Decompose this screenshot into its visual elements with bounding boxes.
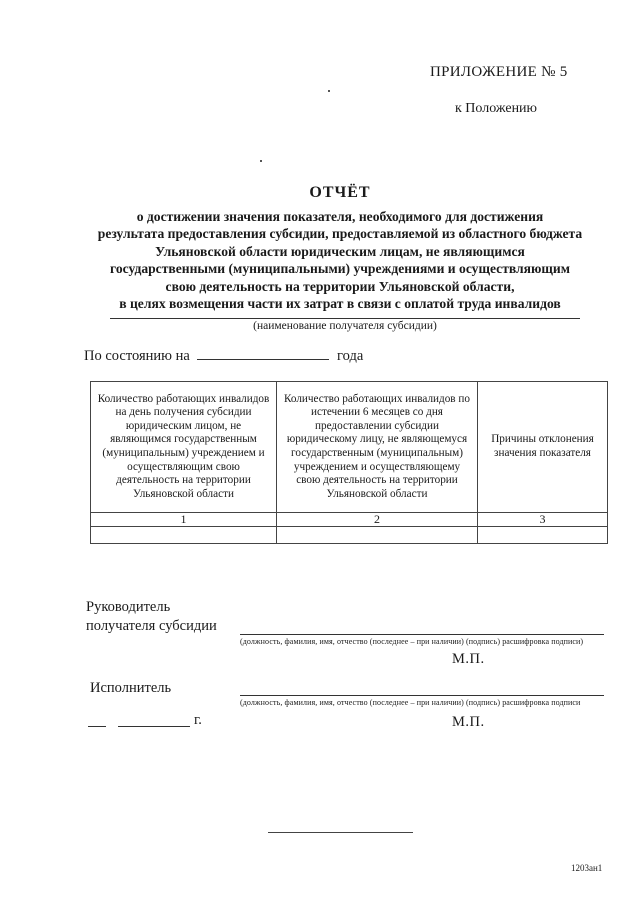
executor-signature-caption: (должность, фамилия, имя, отчество (последнее – при наличии) (подпись) расшифровка подписи bbox=[240, 698, 581, 707]
report-title: ОТЧЁТ bbox=[309, 184, 371, 201]
appendix-label: ПРИЛОЖЕНИЕ № 5 bbox=[430, 64, 568, 80]
head-signature-caption: (должность, фамилия, имя, отчество (последнее – при наличии) (подпись) расшифровка подписи) bbox=[240, 637, 584, 646]
column-number-row bbox=[91, 513, 608, 527]
executor-role-label: Исполнитель bbox=[90, 680, 172, 696]
month-year-field[interactable] bbox=[118, 726, 190, 727]
stamp-placeholder: М.П. bbox=[452, 714, 485, 730]
recipient-caption: (наименование получателя субсидии) bbox=[253, 320, 437, 332]
subtitle-line: результата предоставления субсидии, предоставляемой из областного бюджета bbox=[97, 226, 583, 242]
regulation-reference: к Положению bbox=[455, 101, 538, 116]
report-heading bbox=[70, 184, 610, 312]
subtitle-line: в целях возмещения части их затрат в связи с оплатой труда инвалидов bbox=[119, 296, 561, 312]
table-cell[interactable] bbox=[91, 527, 277, 544]
day-field[interactable] bbox=[88, 726, 106, 727]
table-row bbox=[91, 527, 608, 544]
report-subtitle bbox=[70, 208, 610, 312]
column-number: 3 bbox=[478, 513, 608, 527]
footer-divider bbox=[268, 832, 413, 833]
stamp-placeholder: М.П. bbox=[452, 651, 485, 667]
column-number: 2 bbox=[277, 513, 478, 527]
document-code: 1203ан1 bbox=[571, 863, 603, 873]
as-of-label: По состоянию на bbox=[84, 348, 190, 364]
column-number: 1 bbox=[91, 513, 277, 527]
subtitle-line: о достижении значения показателя, необходимого для достижения bbox=[136, 209, 544, 224]
head-signature-field[interactable] bbox=[240, 634, 604, 635]
report-table bbox=[90, 381, 608, 544]
column-header-1: Количество работающих инвалидов на день получения субсидии юридическим лицом, не являющимся государственным (муниципальным) учреждением и осуществляющим свою деятельность на территории Ульяновской области bbox=[91, 382, 277, 513]
subtitle-line: Ульяновской области юридическим лицам, не являющимся bbox=[155, 243, 525, 259]
as-of-date-field[interactable] bbox=[197, 347, 329, 360]
column-header-3: Причины отклонения значения показателя bbox=[478, 382, 608, 513]
recipient-name-field[interactable] bbox=[110, 318, 580, 319]
subtitle-line: государственными (муниципальными) учреждениями и осуществляющим bbox=[110, 261, 570, 277]
table-header-row bbox=[91, 382, 608, 513]
year-label: года bbox=[337, 348, 364, 364]
as-of-date-line bbox=[84, 347, 363, 365]
year-suffix: г. bbox=[194, 712, 202, 728]
scan-speck bbox=[260, 160, 262, 162]
table-cell[interactable] bbox=[277, 527, 478, 544]
column-header-2: Количество работающих инвалидов по истечении 6 месяцев со дня предоставлении субсидии юридическому лицу, не являющемуся государственным (муниципальным) учреждением и осуществляющему свою деятельность на территории Ульяновской области bbox=[277, 382, 478, 513]
subtitle-line: свою деятельность на территории Ульяновской области, bbox=[165, 278, 515, 294]
scan-speck bbox=[328, 90, 330, 92]
head-role-label: Руководитель получателя субсидии bbox=[86, 599, 217, 634]
table-cell[interactable] bbox=[478, 527, 608, 544]
executor-signature-field[interactable] bbox=[240, 695, 604, 696]
